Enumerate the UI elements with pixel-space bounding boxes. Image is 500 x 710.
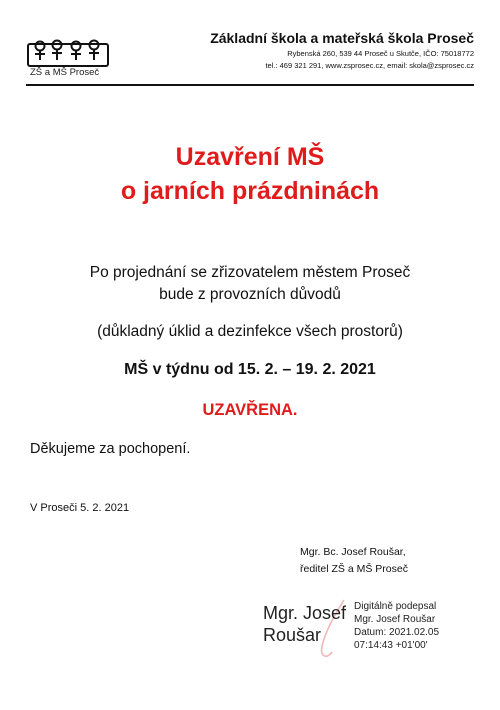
notice-title bbox=[0, 140, 500, 208]
header-divider bbox=[26, 84, 474, 86]
notice-paragraph bbox=[0, 262, 500, 306]
school-address: Rybenská 260, 539 44 Proseč u Skutče, IČO: 75018772 bbox=[287, 49, 474, 58]
children-logo-icon bbox=[26, 38, 112, 68]
signer-name: Mgr. Bc. Josef Roušar, bbox=[300, 546, 406, 558]
digital-signature-details bbox=[354, 600, 439, 652]
sig-name-line-1: Mgr. Josef bbox=[263, 603, 347, 623]
letterhead bbox=[144, 30, 474, 70]
school-contact: tel.: 469 321 291, www.zsprosec.cz, email: skola@zsprosec.cz bbox=[265, 61, 474, 70]
signer-role: ředitel ZŠ a MŠ Proseč bbox=[300, 563, 408, 575]
notice-line-2: bude z provozních důvodů bbox=[159, 286, 341, 303]
logo-caption: ZŠ a MŠ Proseč bbox=[30, 67, 100, 78]
closed-label: UZAVŘENA. bbox=[202, 401, 298, 419]
signer-block bbox=[300, 544, 408, 578]
sig-signer: Mgr. Josef Roušar bbox=[354, 614, 436, 625]
notice-line-3: (důkladný úklid a dezinfekce všech prostorů) bbox=[97, 323, 403, 340]
notice-line-1: Po projednání se zřizovatelem městem Proseč bbox=[89, 264, 411, 281]
sig-time: 07:14:43 +01'00' bbox=[354, 640, 428, 651]
sig-date: Datum: 2021.02.05 bbox=[354, 627, 440, 638]
title-line-2: o jarních prázdninách bbox=[120, 177, 380, 205]
school-name: Základní škola a mateřská škola Proseč bbox=[210, 30, 474, 46]
sig-label: Digitálně podepsal bbox=[354, 601, 437, 612]
thanks-text: Děkujeme za pochopení. bbox=[30, 441, 191, 457]
place-date: V Proseči 5. 2. 2021 bbox=[30, 502, 130, 514]
digital-signature-name bbox=[263, 602, 346, 646]
closure-dates: MŠ v týdnu od 15. 2. – 19. 2. 2021 bbox=[124, 361, 376, 378]
title-line-1: Uzavření MŠ bbox=[175, 143, 325, 171]
sig-name-line-2: Roušar bbox=[263, 625, 322, 645]
